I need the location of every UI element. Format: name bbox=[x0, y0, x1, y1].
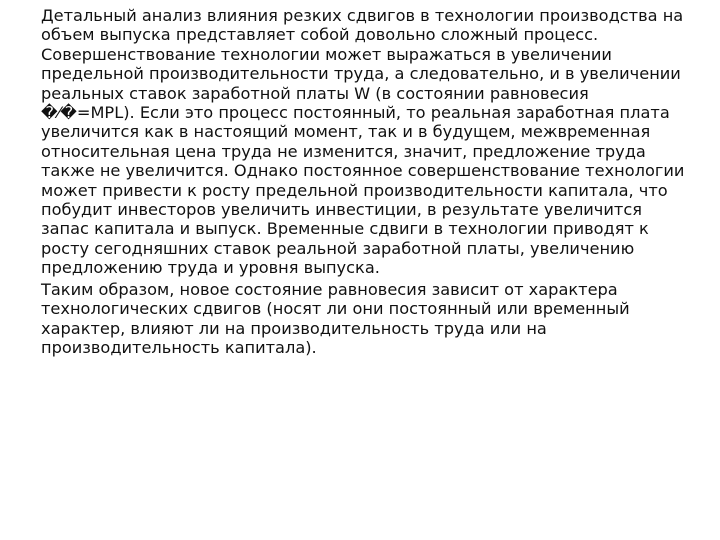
paragraph-technology-shifts: Детальный анализ влияния резких сдвигов в технологии производства на объем выпуска представляет собой довольно сложный процесс. Совершенствование технологии может выражаться в увеличении предельной производительности труда, а следовательно, и в увеличении реальных ставок заработной платы W (в состоянии равновесия �⁄�=MPL). Если это процесс постоянный, то реальная заработная плата увеличится как в настоящий момент, так и в будущем, межвременная относительная цена труда не изменится, значит, предложение труда также не увеличится. Однако постоянное совершенствование технологии может привести к росту предельной производительности капитала, что побудит инвесторов увеличить инвестиции, в результате увеличится запас капитала и выпуск. Временные сдвиги в технологии приводят к росту сегодняшних ставок реальной заработной платы, увеличению предложению труда и уровня выпуска. bbox=[41, 6, 685, 278]
paragraph-conclusion: Таким образом, новое состояние равновесия зависит от характера технологических сдвигов (носят ли они постоянный или временный характер, влияют ли на производительность труда или на производительность капитала). bbox=[41, 279, 630, 357]
text-body bbox=[41, 6, 686, 359]
